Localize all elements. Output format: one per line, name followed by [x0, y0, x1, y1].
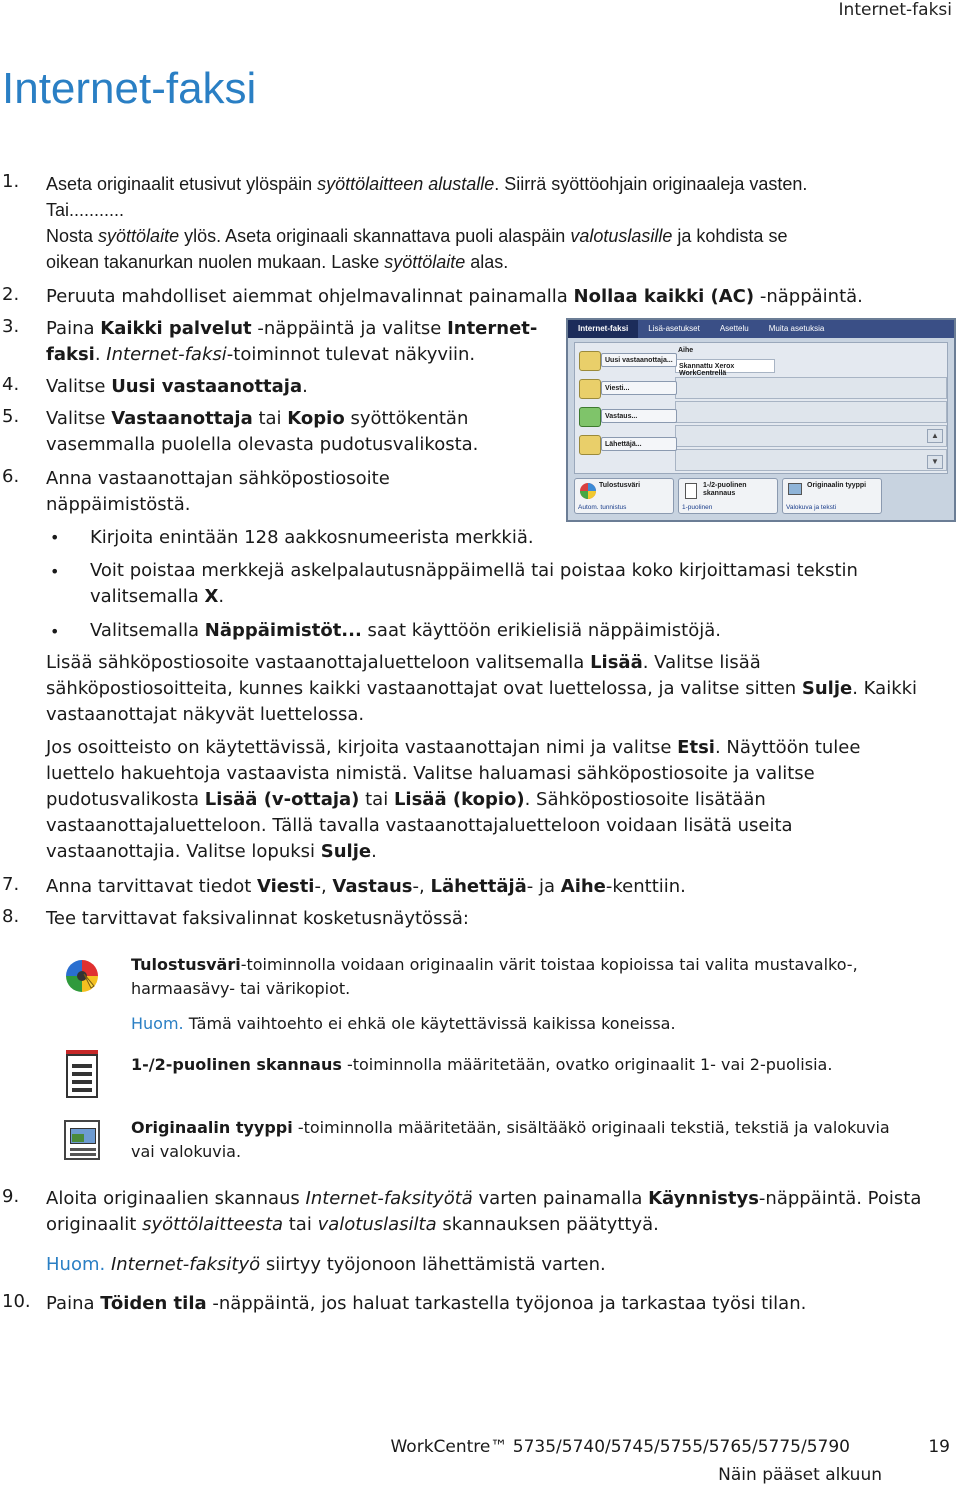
screen-reply-button: Vastaus... — [601, 409, 677, 423]
step-5-text: Valitse Vastaanottaja tai Kopio syöttökentän vasemmalla puolella olevasta pudotusvalikosta. — [46, 408, 479, 455]
screen-sided-scanning-button: 1-/2-puolinen skannaus 1-puolinen — [678, 478, 778, 514]
screen-scroll-down: ▼ — [927, 455, 943, 469]
bullet: • — [50, 528, 60, 547]
bullet-1-text: Kirjoita enintään 128 aakkosnumeerista merkkiä. — [90, 527, 534, 548]
screen-tab-advanced: Lisä-asetukset — [648, 324, 700, 333]
screen-recipient-row — [675, 449, 947, 471]
reply-icon — [579, 407, 601, 427]
screen-subject-label: Aihe — [678, 347, 694, 354]
color-wheel-icon — [579, 482, 597, 500]
step-7-text: Anna tarvittavat tiedot Viesti-, Vastaus-, Lähettäjä- ja Aihe-kenttiin. — [46, 876, 686, 897]
bullet-3-text: Valitsemalla Näppäimistöt... saat käyttöön erikielisiä näppäimistöjä. — [90, 620, 721, 641]
step-9-text: Aloita originaalien skannaus Internet-faksityötä varten painamalla Käynnistys-näppäintä. Poista originaalit syöttölaitteesta tai valotuslasilta skannauksen päätyttyä. — [46, 1188, 922, 1235]
feature-output-color-text: Tulostusväri-toiminnolla voidaan originaalin värit toistaa kopioissa tai valita mustavalko-, harmaasävy- tai värikopiot. — [131, 955, 858, 998]
screen-tab-layout: Asettelu — [719, 324, 749, 333]
internet-fax-screen-image — [566, 318, 956, 522]
footer-page-number: 19 — [928, 1437, 950, 1457]
step-10-text: Paina Töiden tila -näppäintä, jos haluat tarkastella työjonoa ja tarkastaa työsi tilan. — [46, 1293, 807, 1314]
message-icon — [579, 379, 601, 399]
page-icon — [685, 483, 697, 499]
step-number: 1. — [2, 171, 20, 192]
paragraph-address-book: Jos osoitteisto on käytettävissä, kirjoita vastaanottajan nimi ja valitse Etsi. Näyttöön tulee luettelo hakuehtoja vastaavista nimistä. Valitse haluamasi sähköpostiosoite ja valitse pudotusvalikosta Lisää (v-ottaja) tai Lisää (kopio). Sähköpostiosoite lisätään vastaanottajaluetteloon. Tällä tavalla vastaanottajaluetteloon voidaan lisätä useita vastaanottajia. Valitse lopuksi Sulje. — [46, 737, 861, 862]
screen-sender-button: Lähettäjä... — [601, 437, 677, 451]
screen-tab-bar — [568, 320, 954, 338]
bullet-2-text: Voit poistaa merkkejä askelpalautusnäppäimellä tai poistaa koko kirjoittamasi tekstin valitsemalla X. — [90, 560, 858, 607]
screen-output-color-button: Tulostusväri Autom. tunnistus — [574, 478, 674, 514]
screen-tab-internet-fax: Internet-faksi — [568, 320, 638, 338]
step-number: 8. — [2, 906, 20, 927]
running-header: Internet-faksi — [838, 0, 952, 20]
feature-original-type-text: Originaalin tyyppi -toiminnolla määritetään, sisältääkö originaali tekstiä, tekstiä ja valokuvia vai valokuvia. — [131, 1118, 890, 1161]
screen-original-type-button: Originaalin tyyppi Valokuva ja teksti — [782, 478, 882, 514]
screen-subject-field: Skannattu Xerox WorkCentrellä — [675, 359, 775, 373]
step-number: 9. — [2, 1186, 20, 1207]
step-number: 6. — [2, 466, 20, 487]
bullet: • — [50, 622, 60, 641]
step-number: 7. — [2, 874, 20, 895]
page-title: Internet-faksi — [2, 64, 257, 113]
new-recipient-icon — [579, 351, 601, 371]
step-9-note: Huom. Internet-faksityö siirtyy työjonoon lähettämistä varten. — [46, 1254, 606, 1275]
screen-new-recipient-button: Uusi vastaanottaja... — [601, 353, 677, 367]
step-8-text: Tee tarvittavat faksivalinnat kosketusnäytössä: — [46, 908, 469, 929]
screen-body — [574, 342, 948, 474]
feature-output-color-note: Huom. Tämä vaihtoehto ei ehkä ole käytettävissä kaikissa koneissa. — [131, 1014, 676, 1033]
screen-message-button: Viesti... — [601, 381, 677, 395]
screen-recipient-row — [675, 401, 947, 423]
color-wheel-icon — [64, 958, 100, 994]
sided-scan-icon — [66, 1054, 98, 1098]
photo-icon — [788, 483, 802, 495]
step-number: 5. — [2, 406, 20, 427]
screen-recipient-row — [675, 425, 947, 447]
step-number: 2. — [2, 284, 20, 305]
screen-tab-other: Muita asetuksia — [768, 324, 825, 333]
step-1-text: Aseta originaalit etusivut ylöspäin syöttölaitteen alustalle. Siirrä syöttöohjain originaaleja vasten. Tai........... Nosta syöttölaite ylös. Aseta originaali skannattava puoli alaspäin valotuslasille ja kohdista se oikean takanurkan nuolen mukaan. Laske syöttölaite alas. — [46, 174, 808, 272]
paragraph-add-address: Lisää sähköpostiosoite vastaanottajaluetteloon valitsemalla Lisää. Valitse lisää sähköpostiosoitteita, kunnes kaikki vastaanottajat ovat luettelossa, ja valitse sitten Sulje. Kaikki vastaanottajat näkyvät luettelossa. — [46, 652, 918, 725]
step-3-text: Paina Kaikki palvelut -näppäintä ja valitse Internet- faksi. Internet-faksi-toiminnot tulevat näkyviin. — [46, 318, 538, 365]
screen-scroll-up: ▲ — [927, 429, 943, 443]
step-number: 4. — [2, 374, 20, 395]
step-number: 3. — [2, 316, 20, 337]
sender-icon — [579, 435, 601, 455]
screen-bottom-buttons — [574, 478, 948, 518]
screen-recipient-row — [675, 377, 947, 399]
step-4-text: Valitse Uusi vastaanottaja. — [46, 376, 308, 397]
step-number: 10. — [2, 1291, 31, 1312]
footer-guide-title: Näin pääset alkuun — [718, 1465, 882, 1485]
original-type-icon — [64, 1120, 100, 1160]
footer-product: WorkCentre™ 5735/5740/5745/5755/5765/5775/5790 — [390, 1437, 850, 1457]
feature-sided-scan-text: 1-/2-puolinen skannaus -toiminnolla määritetään, ovatko originaalit 1- vai 2-puolisia. — [131, 1055, 833, 1074]
bullet: • — [50, 562, 60, 581]
step-6-text: Anna vastaanottajan sähköpostiosoite näppäimistöstä. — [46, 468, 390, 515]
step-2-text: Peruuta mahdolliset aiemmat ohjelmavalinnat painamalla Nollaa kaikki (AC) -näppäintä. — [46, 286, 863, 307]
